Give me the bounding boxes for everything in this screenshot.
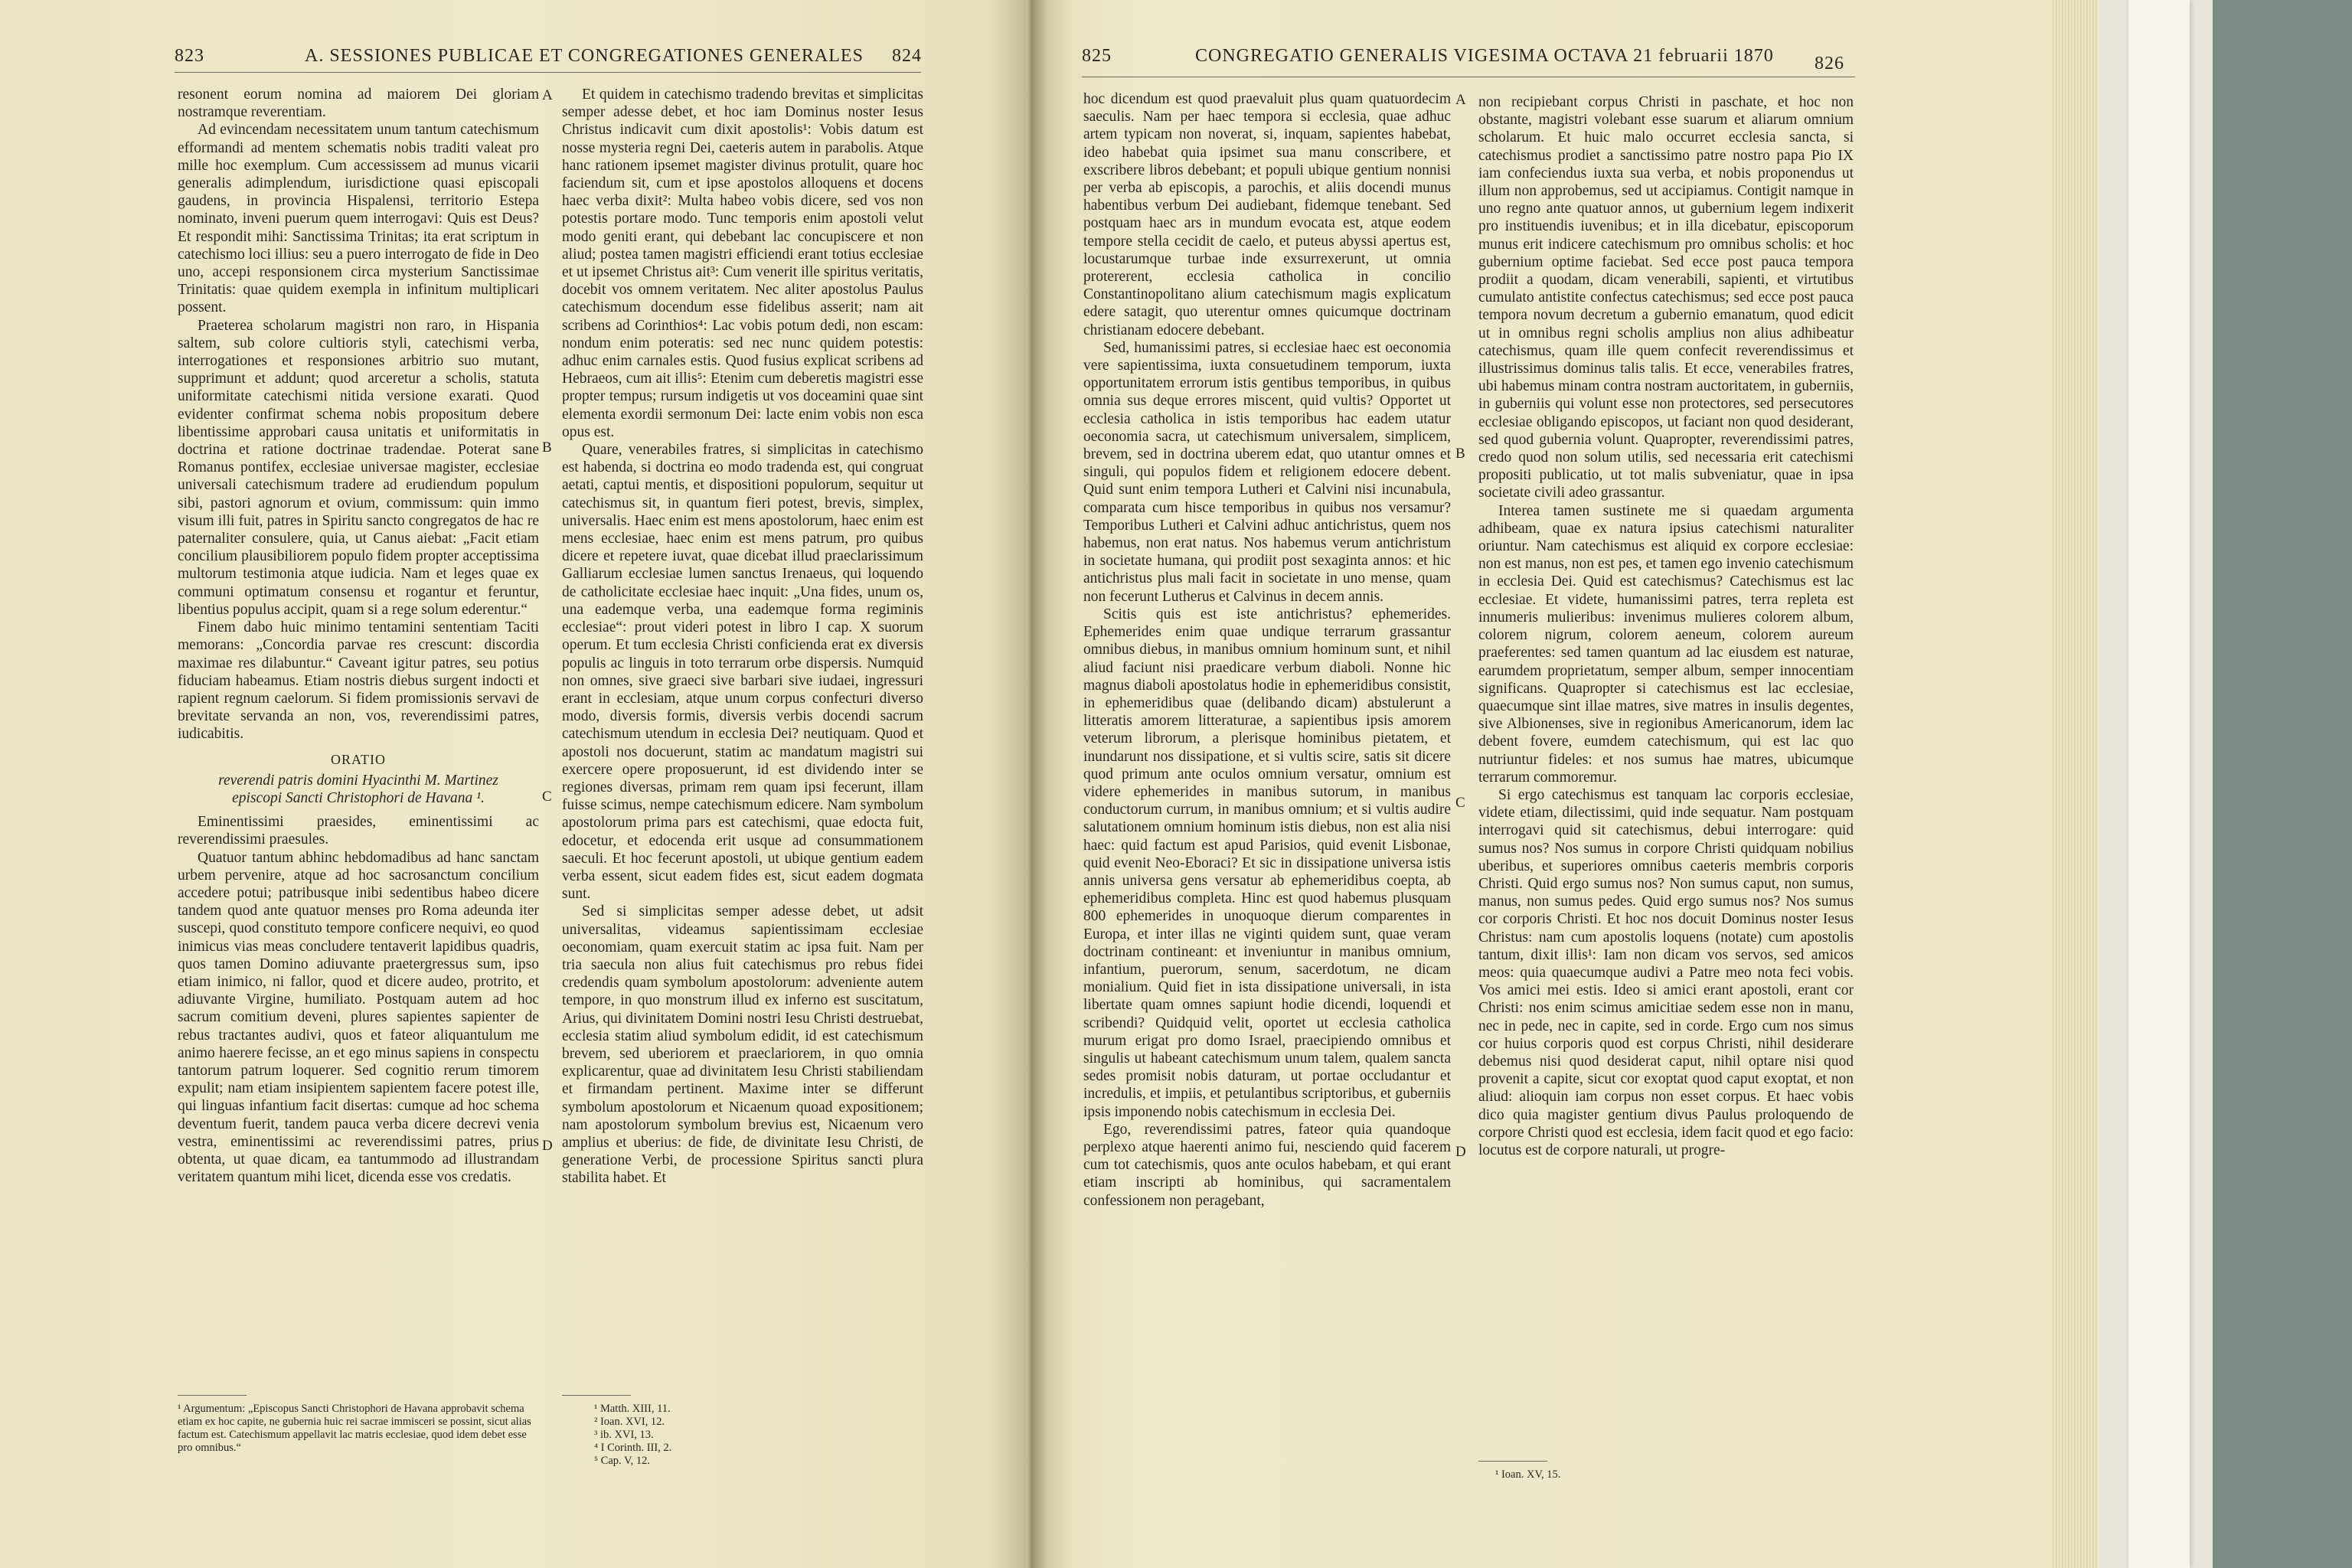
paragraph: Quatuor tantum abhinc hebdomadibus ad hanc sanctam urbem pervenire, atque ad hoc sacrosanctum concilium accedere potui; patribusque inibi sedentibus habeo dicere tandem quod ante quatuor menses pro Roma adeunda iter suscepi, quod constituto tempore conficere nequivi, eo quod inimicus vias meas concludere tentaverit lapidibus quadris, quos tamen Domino adiuvante praetergressus sum, ipso etiam inimico, ni fallor, quod et dicere audeo, protrito, et adiuvante Virgine, humiliato. Postquam autem ad hoc sacrum comitium deveni, plures sapientes sapienter de rebus tractantes audivi, quos et fateor aliquantulum me animo haerere fecisse, an et ego minus sapiens in conspectu tantorum patrum loquerer. Sed cognitio rerum timorem expulit; nam etiam insipientem sapientem facere potest ille, qui linguas infantium facit disertas: cumque ad hoc schema deventum fuerit, tandem pauca verba dicere decrevi venia vestra, eminentissimi ac reverendissimi patres, prius obtenta, ut quae dicam, ea tantummodo ad illustrandam veritatem quantum mihi licet, dicenda esse vos credatis. xyxy=(178,849,539,1186)
book-gutter xyxy=(988,0,1072,1568)
footnote: ² Ioan. XVI, 12. xyxy=(594,1416,665,1428)
background-surface xyxy=(2213,0,2352,1568)
paragraph: hoc dicendum est quod praevaluit plus quam quatuordecim saeculis. Nam per haec tempora si ecclesia, quae adhuc artem typicam non noverat, si, inquam, sapientes habebat, ideo habebat quia ipsimet sua manu conscribere, et exscribere libros debebant; et populi ubique gentium nonnisi per verba ab episcopis, a parochis, et aliis docendi munus habentibus verbum Dei audiebant, fidemque tenebant. Sed postquam haec ars in mundum evocata est, atque eodem tempore stella cecidit de caelo, et puteus abyssi apertus est, locustarumque turbae inde exsurrexerunt, ut omnia protererent, ecclesia catholica in concilio Constantinopolitano alium catechismum magis explicatum edere satagit, quo uterentur omnes quicumque doctrinam christianam edocere debebant. xyxy=(1083,91,1451,338)
paragraph: Finem dabo huic minimo tentamini sententiam Taciti memorans: „Concordia parvae res crescunt: discordia maximae res dilabuntur.“ Caveant igitur patres, seu potius fiduciam habeamus. Etiam nostris diebus surgent indocti et rapient regnum caelorum. Si fidem promissionis servavi de brevitate servanda an non, vos, reverendissimi patres, iudicabitis. xyxy=(178,619,539,743)
page-edges xyxy=(2052,0,2098,1568)
footnote: ⁴ I Corinth. III, 2. xyxy=(594,1442,672,1454)
margin-letter: B xyxy=(1455,446,1465,462)
footnote-rule xyxy=(1478,1461,1547,1462)
margin-letter: C xyxy=(542,789,552,805)
paragraph: non recipiebant corpus Christi in paschate, et hoc non obstante, magistri volebant esse suarum et aliarum omnium scholarum. Et huic malo occurret ecclesia sancta, si catechismus prodiet a sanctissimo patre nostro papa Pio IX iam confeciendus iuxta sua verba, et nobis proponendus ut illum non approbemus, sed ut accipiamus. Contigit namque in uno regno ante quatuor annos, ut gubernium legem indixerit pro instituendis iuvenibus; et in illa dicebatur, episcoporum munus erit indicere catechismum pro omnibus scholis: et hoc gubernium optime faciebat. Sed ecce post pauca tempora prodiit a quodam, dicam venerabili, sapienti, et virtutibus cumulato antistite confectus catechismus; sed ecce post pauca tempora novum decretum a gubernio emanatum, quod edicit ut in omnibus regni scholis amplius non alius adhibeatur catechismus, quam ille quem confecit reverendissimus et illustrissimus dominus talis talis. Et ecce, venerabiles fratres, ubi habemus minam contra nostram auctoritatem, in guberniis, in guberniis qui volunt esse non protectores, sed persecutores ecclesiae obligando episcopos, ut faciant non quod desiderant, sed quod gubernia volunt. Quapropter, reverendissimi patres, credo quod non solum utilis, sed necessaria erit catechismi propositi publicatio, ut tot malis subveniatur, quae in ipsa societate civili adeo grassantur. xyxy=(1478,94,1854,501)
background-board xyxy=(2098,0,2352,1568)
paragraph: Interea tamen sustinete me si quaedam argumenta adhibeam, quae ex natura ipsius catechismi naturaliter oriuntur. Nam catechismus est aliquid ex corpore ecclesiae: non est manus, non est pes, et tamen ego invenio catechismum in ecclesia Dei. Quid est catechismus? Catechismus est lac ecclesiae. Et videte, humanissimi patres, terra repleta est innumeris mulieribus: invenimus mulieres colorem album, colorem nigrum, colorem aeneum, colorem aureum praeferentes: sed tamen quantum ad lac eiusdem est naturae, earumdem proprietatum, semper album, semper innocentiam significans. Quapropter si catechismus est lac ecclesiae, quaecumque sint illae matres, sive matres in insulis degentes, sive Albionenses, sive in regionibus Americanorum, idem lac debent fovere, eumdem catechismum, qui est lac quo nutriuntur fideles: et nos sumus hae matres, ubicumque terrarum commoremur. xyxy=(1478,502,1854,786)
left-page xyxy=(0,0,1030,1568)
paragraph: Et quidem in catechismo tradendo brevitas et simplicitas semper adesse debet, et hoc iam Dominus noster Iesus Christus indicavit cum dixit apostolis¹: Vobis datum est nosse mysteria regni Dei, caeteris autem in parabolis. Atque hanc rationem ipsemet magister divinus protulit, quare hoc faciendum sit, cum et ipse apostolos alloquens et docens haec verba dixit²: Multa habeo vobis dicere, sed vos non potestis portare modo. Tunc temporis enim apostoli velut modo geniti erant, qui debebant lac concupiscere et non aliud; postea tamen magistri efficiendi erant totius ecclesiae et ut ipsemet Christus ait³: Cum venerit ille spiritus veritatis, docebit vos omnem veritatem. Nec aliter apostolus Paulus catechismum docendum esse fidelibus asserit; nam ait scribens ad Corinthios⁴: Lac vobis potum dedi, non escam: nondum enim poteratis: sed nec nunc quidem potestis: adhuc enim carnales estis. Quod fusius explicat scribens ad Hebraeos, cum ait illis⁵: Etenim cum deberetis magistri esse propter tempus; rursum indigetis ut vos doceamini quae sint elementa exordii sermonum Dei: lacte enim vobis non esca opus est. xyxy=(562,87,923,440)
page-number: 826 xyxy=(1815,54,1844,74)
page-number: 825 xyxy=(1082,46,1112,66)
running-head: CONGREGATIO GENERALIS VIGESIMA OCTAVA 21 februarii 1870 xyxy=(1195,46,1774,66)
text-column-2 xyxy=(1478,93,1854,1159)
paragraph: resonent eorum nomina ad maiorem Dei gloriam nostramque reverentiam. xyxy=(178,87,539,121)
footnote: ¹ Argumentum: „Episcopus Sancti Christophori de Havana approbavit schema etiam ex hoc capite, ne gubernia huic rei sacrae immisceri se possint, sicut alias factum est. Catechismum appellavit lac matris ecclesiae, quod idem debet esse pro omnibus.“ xyxy=(178,1403,531,1454)
section-heading: ORATIO xyxy=(331,751,386,767)
header-rule xyxy=(175,72,921,73)
footnotes xyxy=(594,1403,824,1468)
text-column-1 xyxy=(178,86,539,1186)
margin-letter: D xyxy=(1455,1144,1466,1160)
paragraph: Ad evincendam necessitatem unum tantum catechismum efformandi ad mentem schematis nobis traditi valeat pro mille hoc exemplum. Cum accessissem ad munus vicarii generalis adimplendum, iurisdictione quasi episcopali gaudens, in provincia Hispalensi, territorio Estepa nominato, inveni puerum quem interrogavi: Quis est Deus? Et respondit mihi: Sanctissima Trinitas; ita erat scriptum in catechismo loci illius: seu a puero interrogato de fide in Deo uno, accepi responsionem circa mysterium Sanctissimae Trinitatis: quae quidem exempla in infinitum multiplicari possent. xyxy=(178,122,539,316)
margin-letter: A xyxy=(1455,92,1466,108)
section-subheading: reverendi patris domini Hyacinthi M. Martinez episcopi Sancti Christophori de Havana ¹. xyxy=(218,772,498,806)
running-head: A. SESSIONES PUBLICAE ET CONGREGATIONES GENERALES xyxy=(305,46,864,66)
page-number: 823 xyxy=(175,46,204,66)
paragraph: Eminentissimi praesides, eminentissimi ac reverendissimi praesules. xyxy=(178,814,539,848)
footnote: ¹ Matth. XIII, 11. xyxy=(594,1403,671,1415)
paragraph: Ego, reverendissimi patres, fateor quia quandoque perplexo atque haerenti animo fui, nesciendo quid facerem cum tot catechismis, quos ante oculos habebam, et qui erant etiam inscripti ab hominibus, qui sacramentalem confessionem non peragebant, xyxy=(1083,1121,1451,1209)
footnote-rule xyxy=(178,1395,247,1396)
text-column-1 xyxy=(1083,90,1451,1210)
paragraph: Praeterea scholarum magistri non raro, in Hispania saltem, sub colore cultioris styli, catechismi verba, interrogationes et responsiones arbitrio suo mutant, supprimunt et addunt; quod arceretur a scholis, statuta uniformitate catechismi nitida versione exarati. Quod evidenter confirmat schema nobis propositum debere libentissime approbari causa unitatis et uniformitatis in doctrina et ratione doctrinae tradendae. Poterat sane Romanus pontifex, ecclesiae universae magister, ecclesiae universali catechismum tradere ad erudiendum populum sibi, pastori agnorum et ovium, commissum: quin immo visum illi fuit, patres in Spiritu sancto congregatos de hac re paternaliter consulere, quia, ut Canus aiebat: „Facit etiam concilium plausibiliorem populo fidem propter acceptissima multorum testimonia atque iudicia. Nam et leges quae ex communi optimatum consensu et rogantur et feruntur, libentius populus accipit, quam si a rege solum ederentur.“ xyxy=(178,317,539,618)
binding-strip xyxy=(2128,0,2190,1568)
margin-letter: B xyxy=(542,439,552,456)
margin-letter: A xyxy=(542,87,553,103)
footnote: ³ ib. XVI, 13. xyxy=(594,1429,654,1441)
paragraph: Si ergo catechismus est tanquam lac corporis ecclesiae, videte etiam, dilectissimi, quid inde sequatur. Nam postquam interrogavi quid sit catechismus, debui interrogare: quid sumus nos? Nos sumus in corpore Christi quidquam nobilius uberibus, et superiores omnibus caeteris membris corporis Christi. Quid ergo sumus nos? Non sumus caput, non sumus, manus, non sumus pedes. Quid ergo sumus nos? Nos sumus cor corporis Christi. Et hoc nos docuit Dominus noster Iesus Christus: nam cum apostolis loquens (notate) cum apostolis tantum, dixit illis¹: Iam non dicam vos servos, sed amicos meos: quia quaecumque audivi a Patre meo nota feci vobis. Vos amici mei estis. Ideo si amici erant apostoli, erant cor Christi: nos enim scimus amicitiae sedem esse non in manu, nec in pede, nec in capite, sed in corde. Ergo cum nos simus cor huius corporis quod est corpus Christi, nihil desiderare debemus nisi quod desiderat caput, nihil optare nisi quod provenit a capite, sicut cor exoptat quod caput exoptat, et non aliud: alioquin iam corpus non esset corpus. Et haec vobis dico quia magister gentium divus Paulus proloquendo de corpore Christi quod est ecclesia, idem facit quod et ego facio: locutus est de corpore naturali, ut progre- xyxy=(1478,786,1854,1158)
page-number: 824 xyxy=(892,46,922,66)
margin-letter: C xyxy=(1455,795,1465,811)
paragraph: Sed si simplicitas semper adesse debet, ut adsit universalitas, videamus sapientissimam ecclesiae oeconomiam, quam exercuit statim ac ipsa fuit. Nam per tria saecula non alius fuit catechismus pro rebus fidei credendis quam symbolum apostolorum: adveniente autem tempore, in quo monstrum illud ex inferno est suscitatum, Arius, qui divinitatem Domini nostri Iesu Christi destruebat, ecclesia statim aliud symbolum edidit, id est catechismum brevem, sed uberiorem et praeclariorem, in quo omnia explicarentur, quae ad divinitatem Iesu Christi stabiliendam et firmandam pertinent. Maxime inter se differunt symbolum apostolorum et Nicaenum quoad expositionem; nam apostolorum symbolum brevius est, Nicaenum vero amplius et uberius: de fide, de divinitate Iesu Christi, de generatione Verbi, de processione Spiritus sancti plura stabilita habet. Et xyxy=(562,903,923,1187)
paragraph: Scitis quis est iste antichristus? ephemerides. Ephemerides enim quae undique terrarum grassantur omnibus diebus, in manibus omnium hominum sunt, et nihil aliud faciunt nisi praedicare verbum diaboli. Nonne hic magnus diaboli apostolatus hodie in ephemeridibus consistit, in ephemeridibus quae (delibando dicam) abstulerunt a litteratis amorem litteraturae, a sapientibus ipsis amorem veterum librorum, a plerisque hominibus pietatem, et inundarunt nos dissipatione, et si vultis scire, satis sit dicere quod primum ante oculos omnium versatur, omnium est videre ephemerides in manibus sutorum, in manibus conductorum currum, in manibus omnium; et si vultis audire salutationem omnium hominum istis diebus, non est alia nisi haec: quid factum est apud Parisios, quid evenit Lisbonae, quid evenit Neo-Eboraci? Et sic in dissipatione universa istis annis universa gens versatur ab ephemeridibus coepta, ab ephemeridibus completa. Hinc est quod habemus plusquam 800 ephemerides in unoquoque dierum comparentes in Europa, et inter illas ne viginti quidem sunt, quae veram doctrinam contineant: et inveniuntur in manibus omnium, infantium, puerorum, senum, sacerdotum, ne dicam monialium. Quid fiet in ista dissipatione universali, in ista libertate quam omnes sapiunt hodie dicendi, loquendi et scribendi? Quidquid velit, oportet ut ecclesia catholica murum erigat pro domo Israel, praecipiendo omnibus et singulis ut habeant catechismum unum talem, qualem sancta sedes promisit nobis daturam, ut portae occludantur et incredulis, et impiis, et petulantibus scriptoribus, et guberniis ipsis imponendo nobis catechismum in ecclesia Dei. xyxy=(1083,606,1451,1120)
paragraph: Quare, venerabiles fratres, si simplicitas in catechismo est habenda, si doctrina eo modo tradenda est, qui congruat aetati, captui mentis, et dispositioni populorum, sequitur ut catechismus sit, in quantum fieri potest, brevis, simplex, universalis. Haec enim est mens apostolorum, haec enim est mens ecclesiae, haec enim est mens patrum, pro quibus dicere et repetere iuvat, quae dicebat illud praeclarissimum Galliarum ecclesiae lumen sanctus Irenaeus, qui loquendo de catholicitate ecclesiae haec inquit: „Una fides, unum os, una eademque verba, una eademque forma regiminis ecclesiae“: prout videri potest in libro I cap. X suorum operum. Et tum ecclesia Christi conficienda erat ex diversis populis ac linguis in toto terrarum orbe dispersis. Numquid non omnes, sive graeci sive barbari sive iudaei, ingressuri erant in ecclesiam, atque unum corpus confecturi diverso modo, diversis formis, diversis verbis docendi sacrum catechismum utendum in ecclesia Dei? neutiquam. Quod et apostoli nos docuerunt, statim ac mandatum magistri sui exercere opere proposuerunt, id est dividendo inter se regiones diversas, primam rem quam ipsi fecerunt, illam fuisse scimus, nempe catechismum edicere. Nam symbolum apostolorum prima pars est catechismi, quae edocta fuit, edocetur, et edocenda erit usque ad consummationem saeculi. Et hoc fecerunt apostoli, ut ubique gentium eadem verba essent, sicut eadem fides est, sicut eadem dogmata sunt. xyxy=(562,442,923,903)
footnote: ⁵ Cap. V, 12. xyxy=(594,1455,651,1467)
margin-letter: D xyxy=(542,1138,553,1154)
text-column-2 xyxy=(562,86,923,1187)
right-page xyxy=(1030,0,2098,1568)
footnote: ¹ Ioan. XV, 15. xyxy=(1495,1468,1561,1481)
footnote-rule xyxy=(562,1395,631,1396)
paragraph: Sed, humanissimi patres, si ecclesiae haec est oeconomia vere sapientissima, iuxta consuetudinem temporum, iuxta opportunitatem errorum istis gentibus temporibus, in quibus omnia sus deque errores miscent, quid vultis? Opportet ut ecclesia catholica in istis temporibus hac eadem utatur oeconomia sacra, ut catechismum universalem, simplicem, brevem, sed in doctrina uberem edat, quo utantur omnes et singuli, qui populos fidem et religionem edocere debent. Quid sunt enim tempora Lutheri et Calvini nisi incunabula, comparata cum hisce temporibus in quibus nos versamur? Temporibus Lutheri et Calvini adhuc antichristus, quem nos habemus, non erat natus. Nos habemus verum antichristum in societate humana, qui prodiit post sexaginta annos: et hic antichristus plus mali facit in societate in uno mense, quam non fecerunt Lutherus et Calvinus in decem annis. xyxy=(1083,339,1451,605)
